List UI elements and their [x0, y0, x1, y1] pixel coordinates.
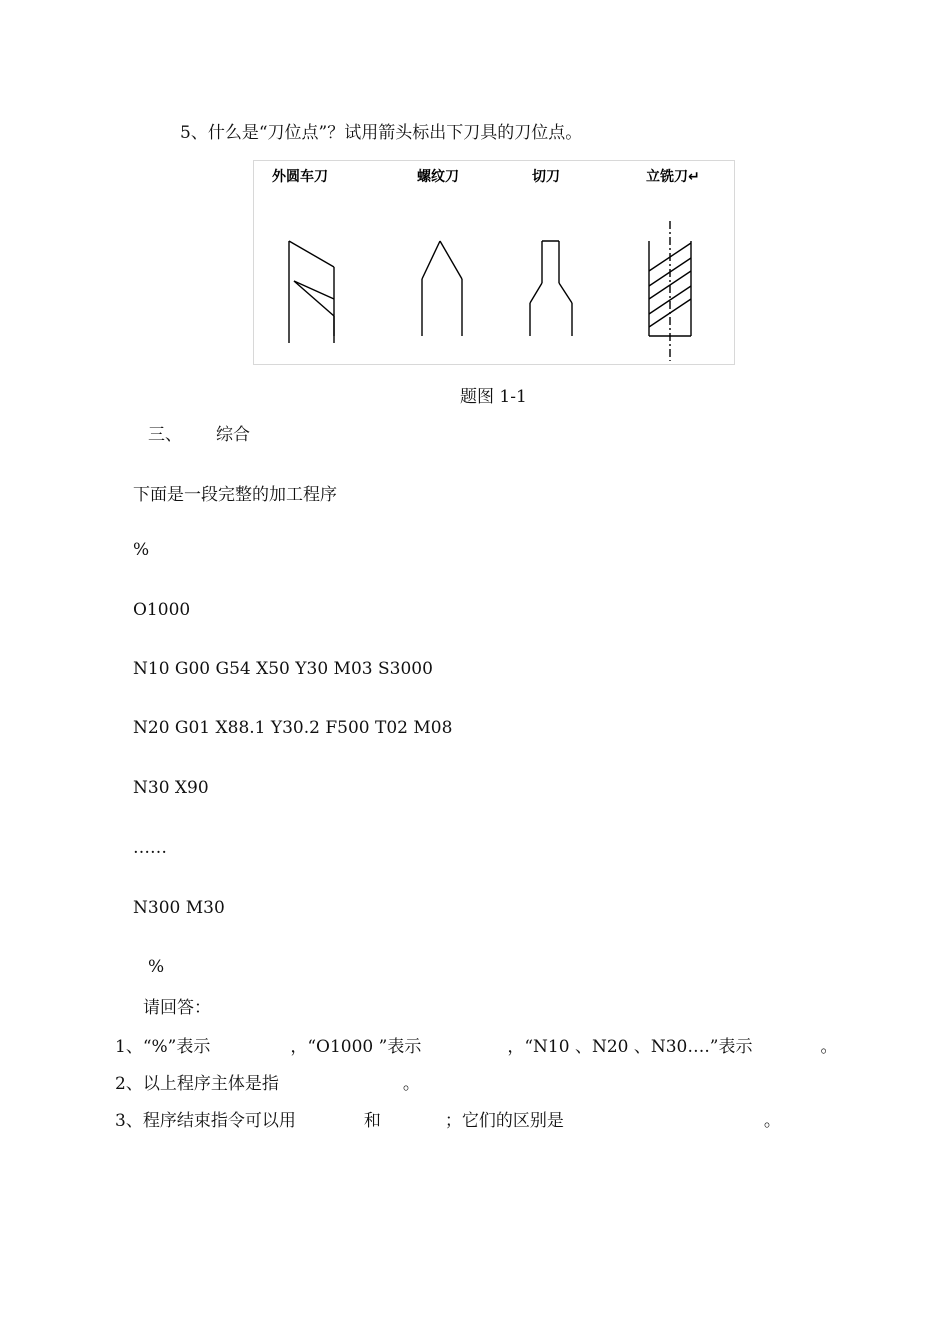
q3-part-a: 3、程序结束指令可以用: [115, 1111, 296, 1131]
program-line: %: [148, 957, 165, 977]
program-intro: 下面是一段完整的加工程序: [133, 485, 337, 505]
tool-label-turning: 外圆车刀: [272, 169, 328, 185]
question-2: [115, 1069, 420, 1094]
section-number: 三、: [148, 425, 182, 445]
tool-label-cutoff: 切刀: [532, 169, 560, 185]
program-line: O1000: [133, 600, 191, 620]
q1-part-c: ，“N10 、N20 、N30….”表示: [507, 1037, 753, 1057]
question-1: [115, 1032, 837, 1057]
answer-prompt: 请回答：: [143, 998, 211, 1018]
q3-part-b: 它们的区别是: [461, 1111, 564, 1131]
tool-drawings: [254, 161, 736, 366]
program-line: N20 G01 X88.1 Y30.2 F500 T02 M08: [133, 718, 453, 738]
program-line: %: [133, 540, 150, 560]
q1-part-a: 1、“%”表示: [115, 1037, 211, 1057]
tool-figure: [253, 160, 735, 365]
section-title: 综合: [216, 425, 250, 445]
q2-end: 。: [402, 1074, 420, 1094]
program-line: N30 X90: [133, 778, 209, 798]
program-line: ……: [133, 838, 167, 858]
q3-and: 和: [363, 1111, 381, 1131]
question-5: 5、什么是“刀位点”？试用箭头标出下刀具的刀位点。: [180, 123, 583, 143]
endmill-drawing: [649, 221, 691, 361]
question-3: [115, 1106, 781, 1131]
q3-semicolon: ；: [444, 1111, 462, 1131]
turning-tool-drawing: [289, 241, 334, 343]
section-heading: [148, 420, 250, 445]
cutoff-tool-drawing: [530, 241, 572, 336]
tool-label-thread: 螺纹刀: [417, 169, 459, 185]
q1-end: 。: [820, 1037, 838, 1057]
figure-caption: 题图 1-1: [460, 387, 527, 407]
q2-part-a: 2、以上程序主体是指: [115, 1074, 279, 1094]
program-line: N300 M30: [133, 898, 225, 918]
q1-part-b: ，“O1000 ”表示: [290, 1037, 422, 1057]
thread-tool-drawing: [422, 241, 462, 336]
tool-label-endmill: 立铣刀↵: [646, 169, 700, 185]
program-line: N10 G00 G54 X50 Y30 M03 S3000: [133, 659, 433, 679]
q3-end: 。: [763, 1111, 781, 1131]
